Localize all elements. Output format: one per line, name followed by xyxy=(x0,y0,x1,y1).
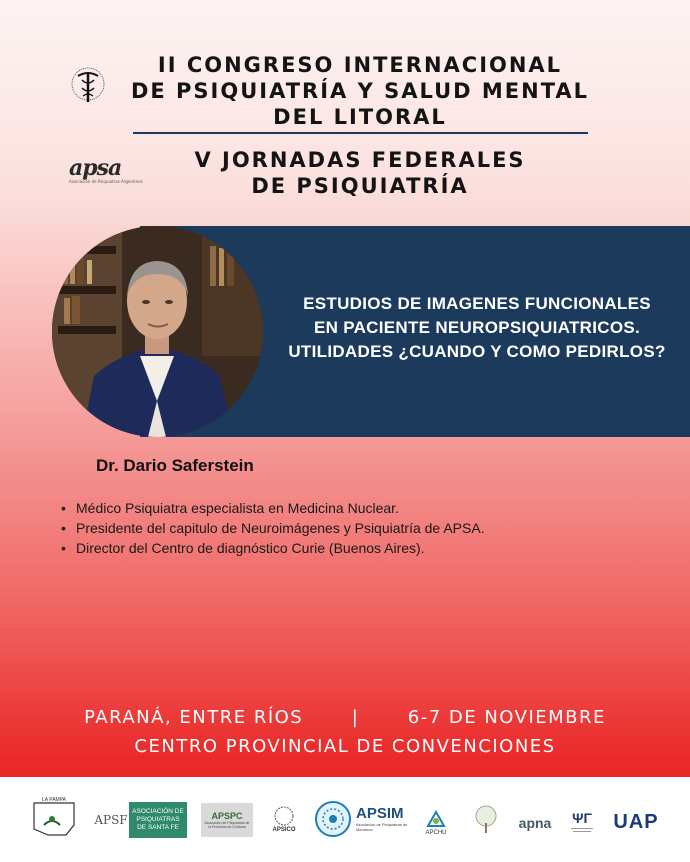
rosario-mark: ΨΓ xyxy=(572,810,592,826)
tree-logo-icon xyxy=(470,803,502,835)
apsico-ring-icon xyxy=(273,805,295,827)
sponsor-apna xyxy=(512,811,558,835)
congress-title xyxy=(110,52,610,130)
talk-title-line: EN PACIENTE NEUROPSIQUIATRICOS. xyxy=(313,318,641,337)
apchu-label: APCHU xyxy=(425,830,447,836)
event-dates: 6-7 DE NOVIEMBRE xyxy=(407,707,606,728)
bio-item: • Director del Centro de diagnóstico Curie (Buenos Aires). xyxy=(58,538,485,558)
apspc-sub: Asociación de Psiquiatras de la Provincia de Córdoba xyxy=(204,821,250,829)
apchu-logo-icon xyxy=(424,808,448,830)
event-separator: | xyxy=(351,707,360,728)
sponsor-apsf xyxy=(92,801,188,839)
apsa-logo-caption: Asociación de Psiquiatras Argentinos xyxy=(69,179,143,184)
jornadas-title-line: DE PSIQUIATRÍA xyxy=(251,174,469,198)
sponsor-apsico xyxy=(264,799,304,839)
speaker-photo xyxy=(52,226,263,437)
sponsor-apchu xyxy=(419,803,453,841)
apsim-brain-icon xyxy=(314,800,352,838)
talk-title-line: ESTUDIOS DE IMAGENES FUNCIONALES xyxy=(303,294,651,313)
sponsor-strip xyxy=(0,777,690,862)
event-city: PARANÁ, ENTRE RÍOS xyxy=(84,707,304,728)
jornadas-title-line: V JORNADAS FEDERALES xyxy=(194,148,526,172)
apsico-label: APSICO xyxy=(272,827,296,833)
congress-title-line: DE PSIQUIATRÍA Y SALUD MENTAL xyxy=(130,79,590,103)
sponsor-tree xyxy=(470,803,502,835)
apsa-logo-mark: apsa xyxy=(69,155,122,181)
speaker-portrait-icon xyxy=(52,226,263,437)
apna-label: apna xyxy=(518,815,552,831)
congress-title-line: DEL LITORAL xyxy=(273,105,447,129)
bio-item: • Médico Psiquiatra especialista en Medicina Nuclear. xyxy=(58,498,485,518)
sponsor-apspc xyxy=(201,803,253,837)
caduceus-logo-icon xyxy=(70,64,106,108)
apspc-label: APSPC xyxy=(211,811,243,821)
title-divider xyxy=(133,132,588,134)
event-venue: CENTRO PROVINCIAL DE CONVENCIONES xyxy=(134,736,556,757)
apsf-mark: APSF xyxy=(94,812,128,827)
sponsor-uap xyxy=(608,809,664,835)
sponsor-rosario xyxy=(568,805,596,837)
uap-label: UAP xyxy=(613,810,659,833)
congress-title-line: II CONGRESO INTERNACIONAL xyxy=(157,53,563,77)
talk-title-line: UTILIDADES ¿CUANDO Y COMO PEDIRLOS? xyxy=(288,342,666,361)
speaker-name: Dr. Dario Saferstein xyxy=(96,456,254,475)
apsim-label: APSIM xyxy=(356,805,404,822)
apsim-sub: Asociación de Psiquiatras de Mendoza xyxy=(356,822,408,832)
sponsor-la-pampa xyxy=(30,795,78,841)
apsf-name: ASOCIACIÓN DE PSIQUIATRAS DE SANTA FE xyxy=(129,802,187,838)
event-location-dates xyxy=(0,707,690,728)
la-pampa-label: LA PAMPA xyxy=(42,797,66,803)
jornadas-title xyxy=(110,147,610,199)
talk-title xyxy=(282,292,672,364)
sponsor-apsim xyxy=(314,799,410,839)
bio-item: • Presidente del capitulo de Neuroimágenes y Psiquiatría de APSA. xyxy=(58,518,485,538)
speaker-bio-list xyxy=(58,498,485,558)
